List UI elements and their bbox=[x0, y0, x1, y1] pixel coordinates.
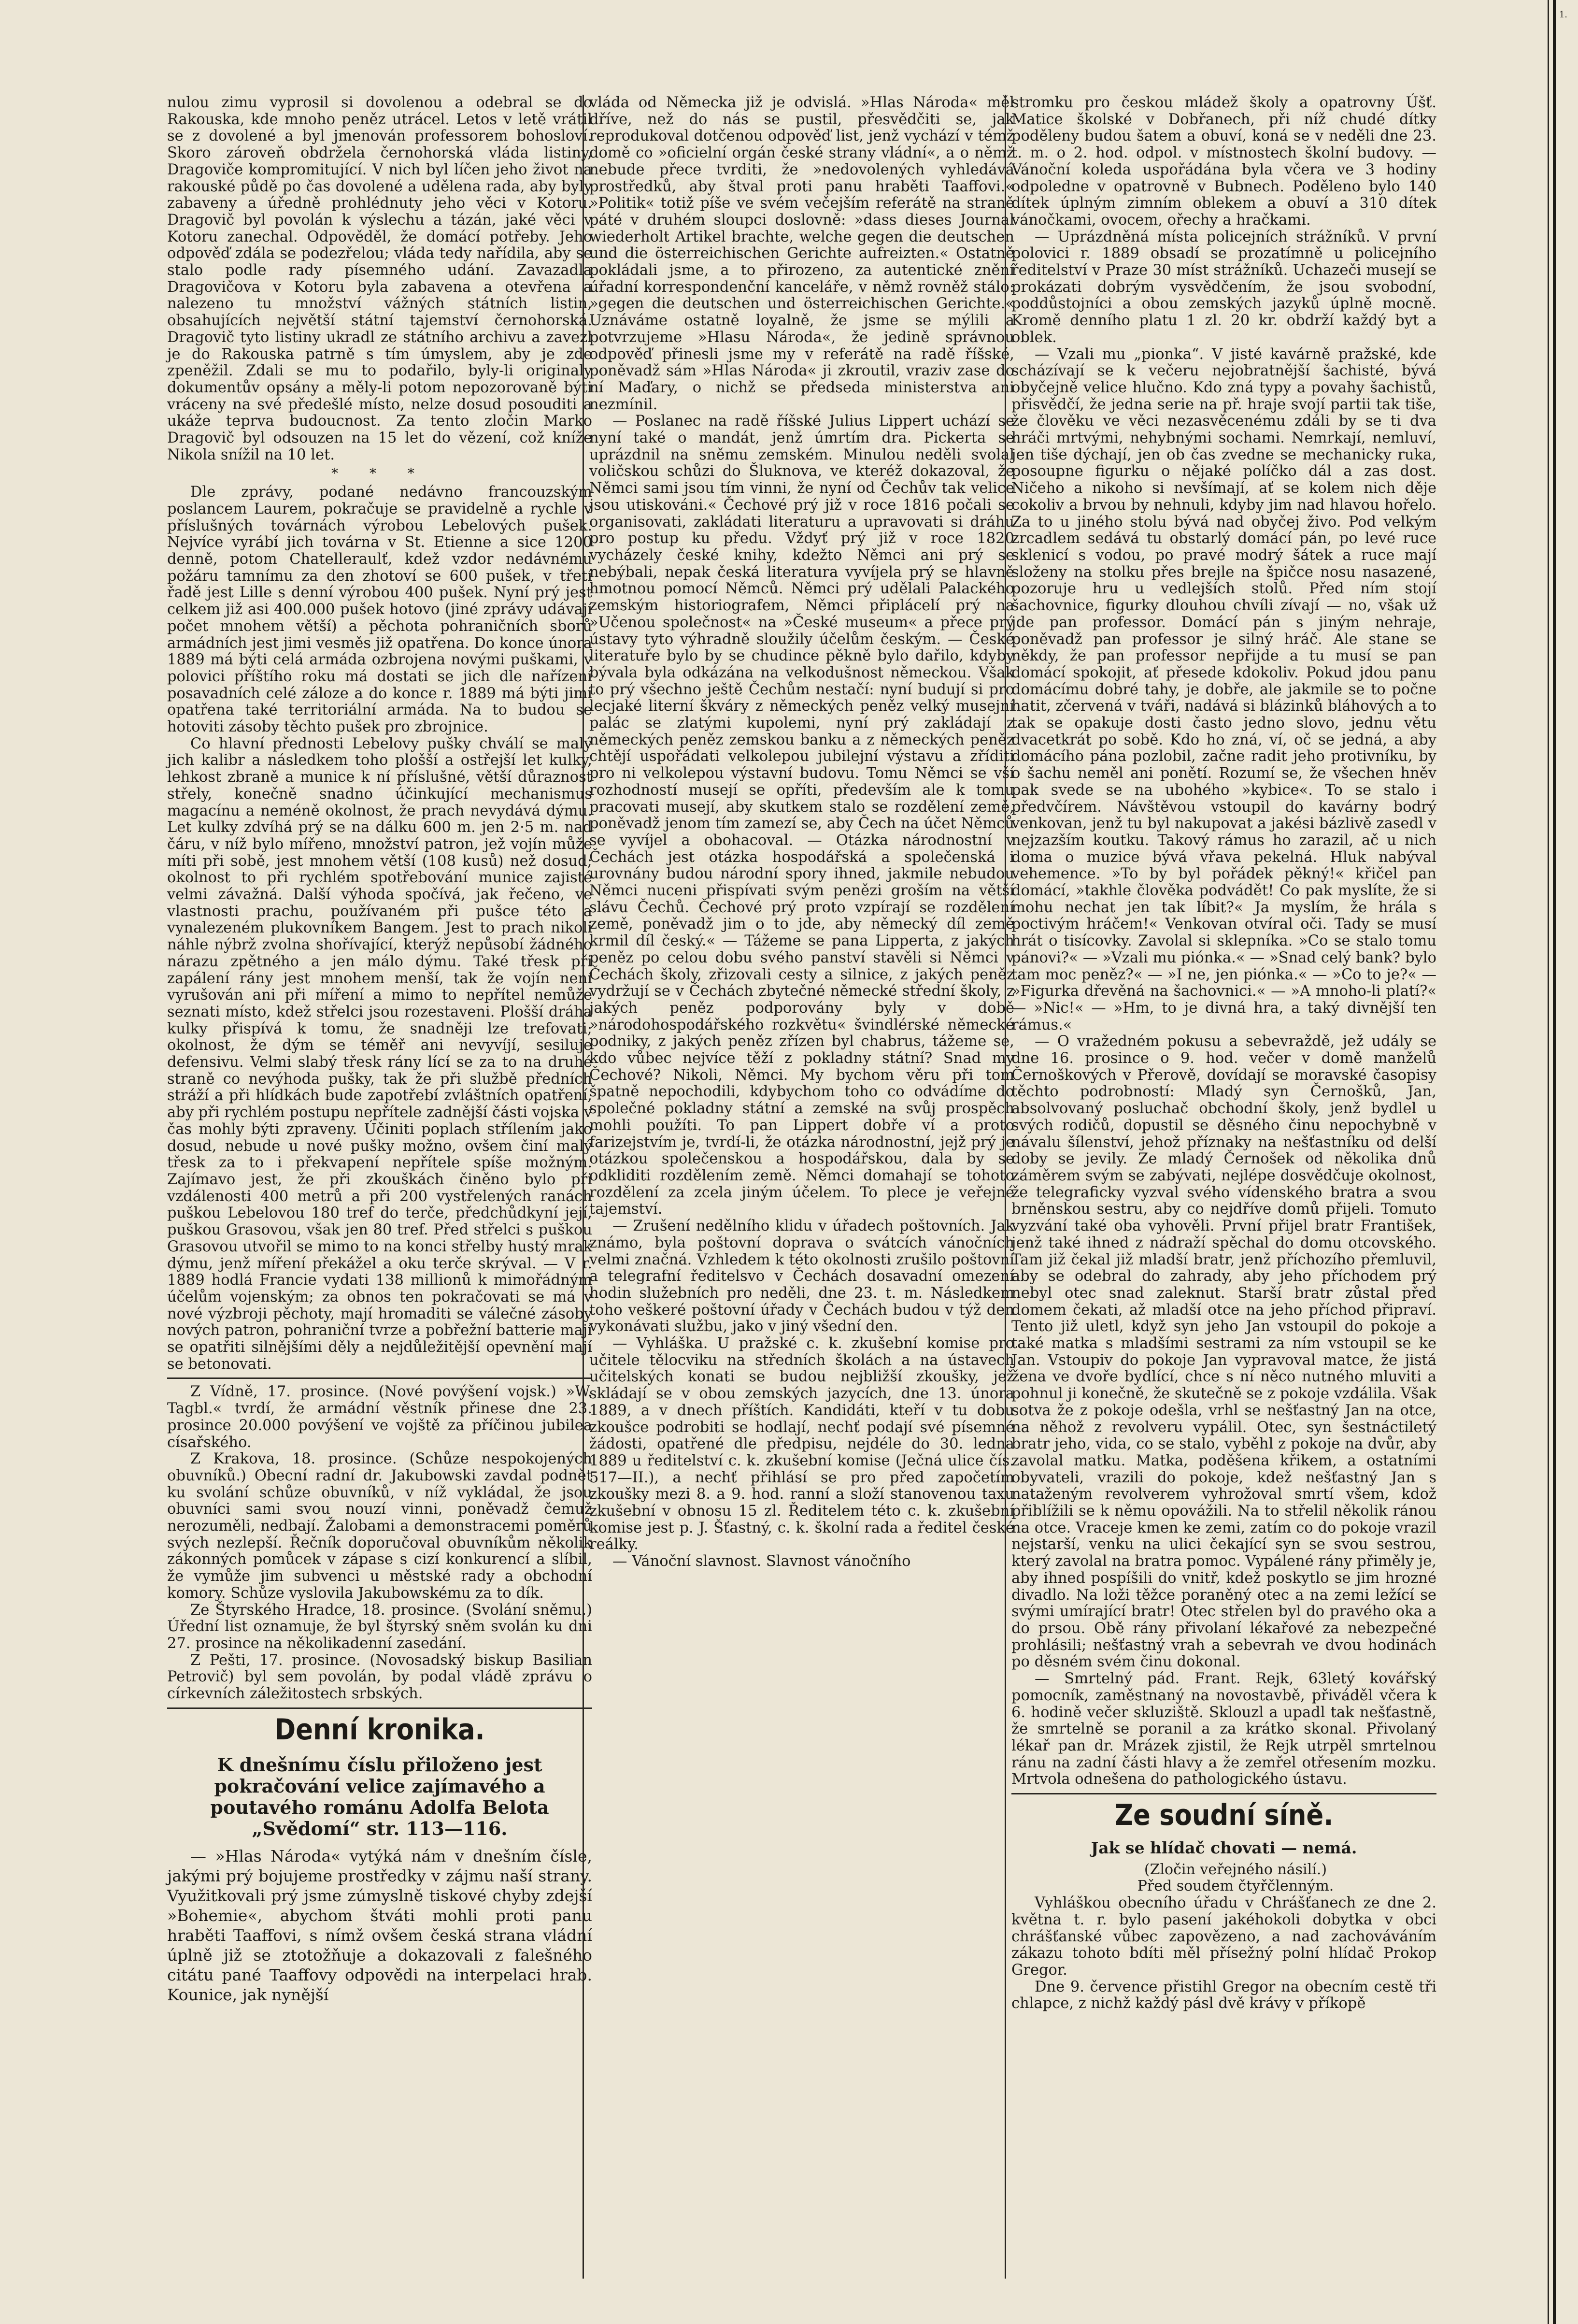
separator-rule bbox=[167, 1707, 592, 1709]
section-heading-court: Ze soudní síně. bbox=[1114, 1798, 1334, 1833]
separator-rule bbox=[1011, 1793, 1436, 1794]
right-border-inner-rule bbox=[1548, 0, 1549, 2324]
article-christmas-cont: stromku pro českou mládež školy a opatrovny Úšť. Matice školské v Dobřanech, při níž chudé dítky poděleny budou šatem a obuví, koná se v neděli dne 23. t. m. o 2. hod. odpol. v místnostech školní budovy. — Vánoční koleda uspořádána byla včera ve 3 hodiny odpoledne v opatrovně v Bubnech. Poděleno bylo 140 dítek úplným zimním oblekem a obuví a 310 dítek vánočkami, ovocem, ořechy a hračkami. bbox=[1011, 94, 1436, 229]
section-separator-stars: * * * bbox=[331, 465, 428, 482]
article-postal-service: — Zrušení nedělního klidu v úřadech poštovních. Jak známo, byla poštovní doprava o svátcích vánočních velmi značná. Vzhledem k této okolnosti zrušilo poštovní a telegrafní ředitelsvo v Čechách dosavadní omezení hodin služebních pro neděli, dne 23. t. m. Následkem toho veškeré poštovní úřady v Čechách budou v týž den vykonávati službu, jako v jiný všední den. bbox=[589, 1218, 1014, 1335]
section-heading-denni-kronika: Denní kronika. bbox=[274, 1712, 485, 1747]
court-article-charge: (Zločin veřejného násilí.) bbox=[1144, 1861, 1327, 1878]
article-murder-suicide: — O vražedném pokusu a sebevraždě, jež udály se dne 16. prosince o 9. hod. večer v domě manželů Černoškových v Přerově, dovídají se moravské časopisy těchto podrobností: Mladý syn Černošků, Jan, absolvovaný posluchač obchodní školy, jenž bydlel u svých rodičů, dopustil se děsného činu nepochybně v návalu šílenství, jehož příznaky na nešťastníku od delší doby se jevily. Ze mladý Černošek od několika dnů záměrem svým se zabývati, nejlépe dosvědčuje okolnost, že telegraficky vyzval svého vídenského bratra a svou brněnskou sestru, aby co nejdříve domů přijeli. Tomuto vyzvání také oba vyhověli. První přijel bratr František, jenž také ihned z nádraží spěchal do domu otcovského. Tam již čekal již mladší bratr, jenž příchozího přemluvil, aby se odebral do zahrady, aby jeho příchodem prý nebyl otec snad zaleknut. Starší bratr zůstal před domem čekati, až mladší otce na jeho příchod připraví. Tento již uletl, když syn jeho Jan vstoupil do pokoje a také matka s mladšími sestrami za ním vstoupil se ke Jan. Vstoupiv do pokoje Jan vypravoval matce, že jistá žena ve dvoře bydlící, chce s ní něco nutného mluviti a pohnul ji konečně, že skutečně se z pokoje vzdálila. Však sotva že z pokoje odešla, vrhl se nešťastný Jan na otce, na něhož z revolveru vypálil. Otec, syn šestnáctiletý bratr jeho, vida, co se stalo, vyběhl z pokoje na dvůr, aby zavolal matku. Matka, poděšena křikem, a ostatními obyvateli, vrazili do pokoje, kdež nešťastný Jan s nataženým revolverem vyhrožoval smrtí všem, kdož přiblížili se k němu opovážili. Na to střelil několik ránou na otce. Vraceje kmen ke zemi, zatím co do pokoje vrazil nejstarší, venku na ulici čekající syn se svou sestrou, který zavolal na bratra pomoc. Vypálené rány přiměly je, aby ihned pospíšili do vnitř, kdež poskytlo se jim hrozné divadlo. Na loži těžce poraněný otec a na zemi ležící se svými umírající bratr! Otec střelen byl do pravého oka a do prsou. Obě rány přivolaní lékařové za nebezpečné prohlásili; nešťastný vrah a sebevrah ve dvou hodinách po děsném svém činu dokonal. bbox=[1011, 1033, 1436, 1671]
news-pest: Z Pešti, 17. prosince. (Novosadský biskup Basilian Petrovič) byl sem povolán, by podal vládě zprávu o církevních záležitostech srbských. bbox=[167, 1651, 592, 1703]
court-article-title: Jak se hlídač chovati — nemá. bbox=[1091, 1838, 1357, 1858]
article-lippert: — Poslanec na radě říšské Julius Lippert uchází se nyní také o mandát, jenž úmrtím dra. Pickerta se uprázdnil na sněmu zemském. Minulou neděli svolal voličskou schůzi do Šluknova, ve kteréž dokazoval, že Němci sami jsou tím vinni, že nyní od Čechův tak velice jsou utiskováni.« Čechové prý již v roce 1816 počali se organisovati, zakládati literaturu a upravovati si dráhu pro postup ku předu. Vždyť prý již v roce 1820 vycházely české knihy, kdežto Němci ani prý se nebýbali, nepak česká literatura vyvíjela prý se hlavně hmotnou pomocí Němců. Němci prý udělali Palackého zemským historiografem, Němci připlácelí prý na »Učenou společnost« na »České museum« a přece prý ústavy tyto výhradně sloužily účelům českým. — České literatuře bylo by se chudince pěkně bylo dařilo, kdyby bývala byla odkázána na velkodušnost německou. Však to prý všechno ještě Čechům nestačí: nyní budují si pro lecjaké literní škváry z německých peněz velký musejní palác se zlatými kupolemi, nyní prý zakládají z německých peněz zemskou banku a z německých peněz chtějí uspořádati velkolepou jubilejní výstavu a zříditi pro ni velkolepou výstavní budovu. Tomu Němci se vší rozhodností musejí se opříti, především ale k tomu pracovati musejí, aby skutkem stalo se rozdělení země, poněvadž jenom tím zamezí se, aby Čech na účet Němců se vyvíjel a obohacoval. — Otázka národnostní v Čechách jest otázka hospodářská a společenská i urovnány budou národní spory ihned, jakmile nebudou Němci nuceni přispívati svým penězi groším na větší slávu Čechů. Čechové prý proto vzpírají se rozdělení země, poněvadž jim o to jde, aby německý díl země krmil díl český.« — Tážeme se pana Lipperta, z jakých peněz po celou dobu svého panství stavěli si Němci v Čechách školy, zřizovali cesty a silnice, z jakých peněz vydržují se v Čechách zbytečné německé střední školy, z jakých peněz podporovány byly v době »národohospodářského rozkvětu« švindlérské německé podniky, z jakých peněz zřízen byl chabrus, tážeme se, kdo vůbec nejvíce těží z pokladny státní? Snad my Čechové? Nikoli, Němci. My bychom věru při tom špatně nepochodili, kdybychom toho co odvádíme do společné pokladny státní a zemské na svůj prospěch mohli použíti. To pan Lippert dobře ví a proto farizejstvím je, tvrdí-li, že otázka národnostní, jejž prý je otázkou společenskou a hospodářskou, dala by se odkliditi rozdělením země. Němci domahají se tohoto rozdělení za zcela jiným účelem. To plece je veřejné tajemství. bbox=[589, 413, 1014, 1218]
column-3 bbox=[1011, 95, 1436, 2012]
article-hlas-naroda: — »Hlas Národa« vytýká nám v dnešním čísle, jakými prý bojujeme prostředky v zájmu naší strany. Využitkovali prý jsme zúmyslně tiskové chyby zdejší »Bohemie«, abychom štváti mohli proti panu hraběti Taaffovi, s nímž ovšem česká strana vládní úplně již se ztotožňuje a dokazovali z falešného citátu pané Taaffovy odpovědi na interpelaci hrab. Kounice, jak nynější bbox=[167, 1846, 592, 2004]
court-article-body-2: Dne 9. července přistihl Gregor na obecním cestě tři chlapce, z nichž každý pásl dvě krávy v příkopě bbox=[1011, 1978, 1436, 2012]
court-article-body-1: Vyhláškou obecního úřadu v Chrášťanech ze dne 2. května t. r. bylo pasení jakéhokoli dobytka v obci chrášťanské vůbec zapovězeno, a nad zachováváním zákazu tohoto bdíti měl přísežný polní hlídač Prokop Gregor. bbox=[1011, 1894, 1436, 1979]
column-1 bbox=[167, 95, 592, 2005]
article-lebel-rifles: Dle zprávy, podané nedávno francouzským poslancem Laurem, pokračuje se pravidelně a rychle v příslušných továrnách výrobou Lebelových pušek. Nejvíce vyrábí jich továrna v St. Etienne a sice 1200 denně, potom Chatelleraulť, kdež vzdor nedávnému požáru tamnímu za den zhotoví se 600 pušek, v třetí řadě jest Lille s denní výrobou 400 pušek. Nyní prý jest celkem již asi 400.000 pušek hotovo (jiné zprávy udávají počet mnohem větší) a pěchota pohraničních sborů armádních jest jimi vesměs již opatřena. Do konce února 1889 má býti celá armáda ozbrojena novými puškami, v polovici příštího roku má dostati se jich dle nařízení posavadních celé záloze a do konce r. 1889 má býti jimi opatřena také territoriální armáda. Na to budou se hotoviti zásoby těchto pušek pro zbrojnice. bbox=[167, 484, 592, 736]
article-lebel-advantages: Co hlavní přednosti Lebelovy pušky chválí se malý jich kalibr a následkem toho plošší a ostřejší let kulky, lehkost zbraně a munice k ní příslušné, větší důraznost střely, konečně snadno účinkující mechanismus magacínu a neméně okolnost, že prach nevydává dýmu. Let kulky zdvíhá prý se na dálku 600 m. jen 2·5 m. nad čáru, v níž bylo mířeno, množství patron, jež vojín může míti při sobě, jest mnohem větší (108 kusů) než dosud; okolnost to při rychlém spotřebování munice zajisté velmi závažná. Další výhoda spočívá, jak řečeno, ve vlastnosti prachu, používaném při pušce této a vynalezeném plukovníkem Bangem. Jest to prach nikoli náhle nýbrž zvolna shořívající, kterýž nepůsobí žádného nárazu zpětného a jen málo dýmu. Také třesk při zapálení rány jest mnohem menší, tak že vojín není vyrušován ani při míření a mimo to nepřítel nemůže seznati místo, kdež střelci jsou rozestaveni. Plošší dráha kulky přispívá k tomu, že snadněji lze trefovati; okolnost, že dým se téměř ani nevyvíjí, sesiluje defensivu. Velmi slabý třesk rány lící se za to na druhé straně co nevýhoda pušky, tak že při službě předních stráží a při hlídkách bude zapotřebí zvláštních opatření, aby při rychlém postupu nepřítele zadnější části vojska v čas mohly býti zpraveny. Účiniti poplach střílením jako dosud, nebude u nové pušky možno, ovšem činí malý třesk za to i překvapení nepřítele spíše možným. Zajímavo jest, že při zkouškách činěno bylo při vzdálenosti 400 metrů a při 200 vystřelených ranách puškou Lebelovou 180 tref do terče, předchůdkyní její, puškou Grasovou, však jen 80 tref. Před střelci s puškou Grasovou utvořil se mimo to na konci střelby hustý mrak dýmu, jenž míření překážel a oku terče skrýval. — V r. 1889 hodlá Francie vydati 138 millionů k mimořádným účelům vojenským; za obnos ten pokračovati se má v nové výzbroji pěchoty, mají hromaditi se válečné zásoby nových patron, pohraniční tvrze a pobřežní batterie mají se opatřiti silnějšími děly a nejdůležitější opevnění mají se betonovati. bbox=[167, 735, 592, 1373]
article-hlas-naroda-cont: vláda od Německa již je odvislá. »Hlas Národa« měl dříve, než do nás se pustil, přesvědčiti se, jak reprodukoval dotčenou odpověď list, jenž vychází v témž domě co »oficielní orgán české strany vládní«, a o němž nebude přece tvrditi, že »nedovolených vyhledává prostředků, aby štval proti panu hraběti Taaffovi.« »Politik« totiž píše ve svém večejším referátě na straně páté v druhém sloupci doslovně: »dass dieses Journal wiederholt Artikel brachte, welche gegen die deutschen und die österreichischen Gerichte aufreizten.« Ostatně pokládali jsme, a to přirozeno, za autentické znění úřadní korrespondenční kanceláře, v němž rovněž stálo: »gegen die deutschen und österreichischen Gerichte.« Uznáváme ostatně loyalně, že jsme se mýlili a potvrzujeme »Hlasu Národa«, že jedině správnou odpověď přinesli jsme my v referátě na radě říšské, poněvadž sám »Hlas Národa« ji zkroutil, vraziv zase do ní Maďary, o nichž se předseda ministerstva ani nezmínil. bbox=[589, 94, 1014, 413]
news-krakow: Z Krakova, 18. prosince. (Schůze nespokojených obuvníků.) Obecní radní dr. Jakubowski zavdal podnět ku svolání schůze obuvníků, v níž vykládal, že jsou obuvníci sami svou nouzí vinni, poněvadž čemuž nerozuměli, nedbají. Žalobami a demonstracemi poměrů svých nezlepší. Řečník doporučoval obuvníkům několik zákonných pomůcek v zápase s cizí konkurencí a slíbil, že vymůže jim subvenci u městské rady a obchodní komory. Schůze vyslovila Jakubowskému za to dík. bbox=[167, 1450, 592, 1602]
court-article-court: Před soudem čtyřčlenným. bbox=[1137, 1878, 1334, 1895]
news-vienna: Z Vídně, 17. prosince. (Nové povýšení vojsk.) »W. Tagbl.« tvrdí, že armádní věstník přinese dne 23. prosince 20.000 povýšení ve vojště za příčinou jubilea císařského. bbox=[167, 1383, 592, 1451]
article-christmas-celebration: — Vánoční slavnost. Slavnost vánočního bbox=[612, 1553, 911, 1570]
separator-rule bbox=[167, 1377, 592, 1379]
corner-mark: 1. bbox=[1559, 10, 1567, 20]
article-police-positions: — Uprázdněná místa policejních strážníků. V první polovici r. 1889 obsadí se prozatímně u policejního ředitelství v Praze 30 míst strážníků. Uchazeči musejí se prokázati dobrým vysvědčením, že jsou svobodní, poddůstojníci a obou zemských jazyků úplně mocně. Kromě denního platu 1 zl. 20 kr. obdrží každý byt a oblek. bbox=[1011, 228, 1436, 346]
article-dragovic: nulou zimu vyprosil si dovolenou a odebral se do Rakouska, kde mnoho peněz utrácel. Letos v letě vrátil se z dovolené a byl jmenován professorem bohosloví. Skoro zároveň obdržela černohorská vláda listiny, Dragoviče kompromitující. V nich byl líčen jeho život na rakouské půdě po čas dovolené a udělena rada, aby byly zabaveny a úředně prohlédnuty jeho věci v Kotoru. Dragovič byl povolán k výslechu a tázán, jaké věci v Kotoru zanechal. Odpověděl, že domácí potřeby. Jeho odpověď zdála se podezřelou; vláda tedy nařídila, aby se stalo podle rady písemného udání. Zavazadla Dragovičova v Kotoru byla zabavena a otevřena a nalezeno tu množství vážných státních listin, obsahujících největší státní tajemství černohorská. Dragovič tyto listiny ukradl ze státního archivu a zavezl je do Rakouska patrně s tím úmyslem, aby je zde zpeněžil. Zdali se mu to podařilo, byly-li originaly dokumentův opsány a měly-li potom nepozorovaně býti vráceny na své předešlé místo, nelze dosud posouditi a ukáže teprva budoucnost. Za tento zločin Marko Dragovič byl odsouzen na 15 let do vězení, což kníže Nikola snížil na 10 let. bbox=[167, 94, 592, 463]
news-graz: Ze Štyrského Hradce, 18. prosince. (Svolání sněmu.) Úřední list oznamuje, že byl štyrský sněm svolán ku dni 27. prosince na několikadenní zasedání. bbox=[167, 1601, 592, 1652]
right-border-rule bbox=[1553, 0, 1556, 2324]
supplement-notice: K dnešnímu číslu přiloženo jest pokračování velice zajímavého a poutavého románu Adolfa Belota „Svědomí“ str. 113—116. bbox=[210, 1753, 549, 1839]
column-2 bbox=[589, 95, 1014, 1570]
article-chess-pawn: — Vzali mu „pionka“. V jisté kavárně pražské, kde scházívají se k večeru nejobratnější šachisté, bývá obyčejně velice hlučno. Kdo zná typy a povahy šachistů, přisvědčí, že jedna serie na př. hraje svojí partii tak tiše, že člověku ve věci nezasvěcenému zdáli by se ti dva hráči mrtvými, nehybnými sochami. Nemrkají, nemluví, jen tiše dýchají, jen ob čas zvedne se mechanicky ruka, posoupne figurku o nějaké políčko dál a zas dost. Ničeho a nikoho si nevšímají, ať se kolem nich děje cokoliv a brvou by nehnuli, kdyby jim nad hlavou hořelo. Za to u jiného stolu bývá nad obyčej živo. Pod velkým zrcadlem sedává tu obstarlý domácí pán, po levé ruce sklenicí s vodou, po pravé modrý šátek a ruce mají složeny na stolku přes brejle na špičce nosu nasazené, pozoruje hru u vedlejších stolů. Před ním stojí šachovnice, figurky dlouhou chvíli zívají — no, však už jde pan professor. Domácí pán s jiným nehraje, poněvadž pan professor je silný hráč. Ale stane se někdy, že pan professor nepřijde a tu musí se pan domácí spokojit, ať přesede kdokoliv. Pokud jdou panu domácímu dobré tahy, je dobře, ale jakmile se to počne hatit, zčervená v tváři, nadává si blázinků bláhových a to tak se opakuje dosti často jedno slovo, jednu větu dvacetkrát po sobě. Kdo ho zná, ví, oč se jedná, a aby domácího pána pozlobil, začne radit jeho protivníku, by o šachu neměl ani ponětí. Rozumí se, že všechen hněv pak svede se na ubohého »kybice«. To se stalo i předvčírem. Návštěvou vstoupil do kavárny bodrý venkovan, jenž tu byl nakupovat a jakési bázlivě zasedl v nejzazším koutku. Takový rámus ho zarazil, ač u nich doma o muzice bývá vřava pekelná. Hluk nabýval vehemence. »To by byl pořádek pěkný!« křičel pan domácí, »takhle člověka podvádět! Co pak myslíte, že si mohu nechat jen tak líbit?« Ja myslím, že hrála s poctivým hráčem!« Venkovan otvíral oči. Tady se musí hrát o tisícovky. Zavolal si sklepníka. »Co se stalo tomu pánovi?« — »Vzali mu piónka.« — »Snad celý bank? bylo tam moc peněz?« — »I ne, jen piónka.« — »Co to je?« — »Figurka dřevěná na šachovnici.« — »A mnoho-li platí?« — »Nic!« — »Hm, to je divná hra, a taký divnější ten rámus.« bbox=[1011, 345, 1436, 1033]
article-exam-notice: — Vyhláška. U pražské c. k. zkušební komise pro učitele tělocviku na středních školách a na ústavech učitelských konati se budou nejbližší zkoušky, jež skládají se v obou zemských jazycích, dne 13. února 1889, a v dnech příštích. Kandidáti, kteří v tu dobu zkoušce podrobiti se hodlají, nechť podají své písemné žádosti, opatřené dle předpisu, nejdéle do 30. ledna 1889 u ředitelství c. k. zkušební komise (Ječná ulice čís. 517—II.), a nechť přihlásí se pro před započetím zkoušky mezi 8. a 9. hod. ranní a složí stanovenou taxu zkušební v obnosu 15 zl. Ředitelem této c. k. zkušební komise jest p. J. Šťastný, c. k. školní rada a ředitel české reálky. bbox=[589, 1335, 1014, 1553]
article-fatal-fall: — Smrtelný pád. Frant. Rejk, 63letý kovářský pomocník, zaměstnaný na novostavbě, přiváděl včera k 6. hodině večer skluziště. Sklouzl a upadl tak nešťastně, že smrtelně se poranil a za krátko skonal. Přivolaný lékař pan dr. Mrázek zjistil, že Rejk utrpěl smrtelnou ránu na zadní části hlavy a že zemřel otřesením mozku. Mrtvola odnešena do pathologického ústavu. bbox=[1011, 1670, 1436, 1788]
